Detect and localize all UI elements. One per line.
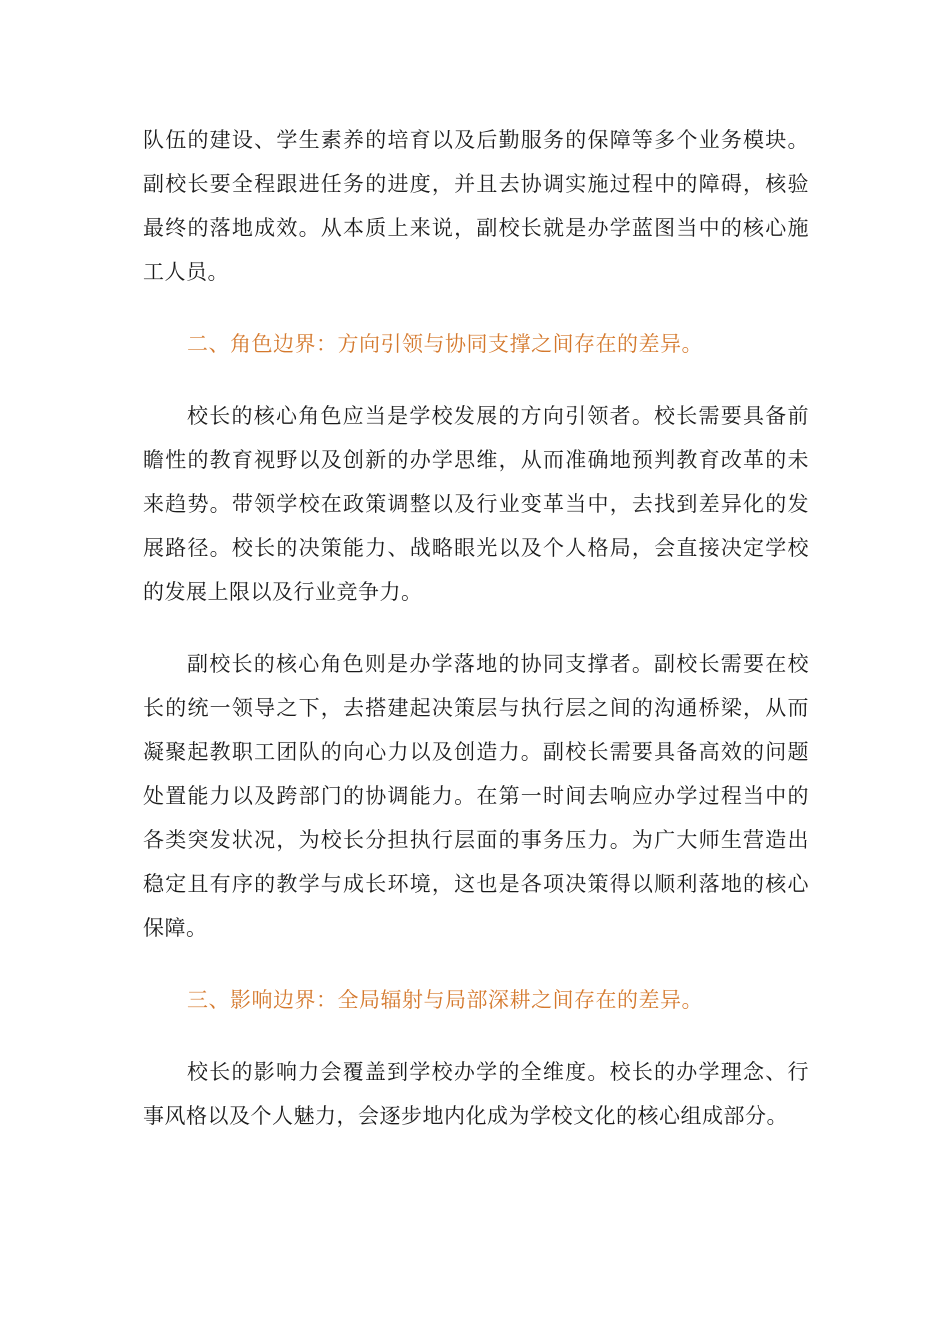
document-page xyxy=(143,118,809,1138)
paragraph-2: 校长的核心角色应当是学校发展的方向引领者。校长需要具备前瞻性的教育视野以及创新的办学思维，从而准确地预判教育改革的未来趋势。带领学校在政策调整以及行业变革当中，去找到差异化的发展路径。校长的决策能力、战略眼光以及个人格局，会直接决定学校的发展上限以及行业竞争力。 xyxy=(143,404,809,604)
section-heading-3: 三、影响边界：全局辐射与局部深耕之间存在的差异。 xyxy=(187,988,703,1012)
paragraph-3: 副校长的核心角色则是办学落地的协同支撑者。副校长需要在校长的统一领导之下，去搭建起决策层与执行层之间的沟通桥梁，从而凝聚起教职工团队的向心力以及创造力。副校长需要具备高效的问题处置能力以及跨部门的协调能力。在第一时间去响应办学过程当中的各类突发状况，为校长分担执行层面的事务压力。为广大师生营造出稳定且有序的教学与成长环境，这也是各项决策得以顺利落地的核心保障。 xyxy=(143,652,809,940)
section-heading-2: 二、角色边界：方向引领与协同支撑之间存在的差异。 xyxy=(187,332,703,356)
paragraph-4: 校长的影响力会覆盖到学校办学的全维度。校长的办学理念、行事风格以及个人魅力，会逐步地内化成为学校文化的核心组成部分。 xyxy=(143,1060,809,1128)
paragraph-1: 队伍的建设、学生素养的培育以及后勤服务的保障等多个业务模块。副校长要全程跟进任务的进度，并且去协调实施过程中的障碍，核验最终的落地成效。从本质上来说，副校长就是办学蓝图当中的核心施工人员。 xyxy=(143,128,809,284)
